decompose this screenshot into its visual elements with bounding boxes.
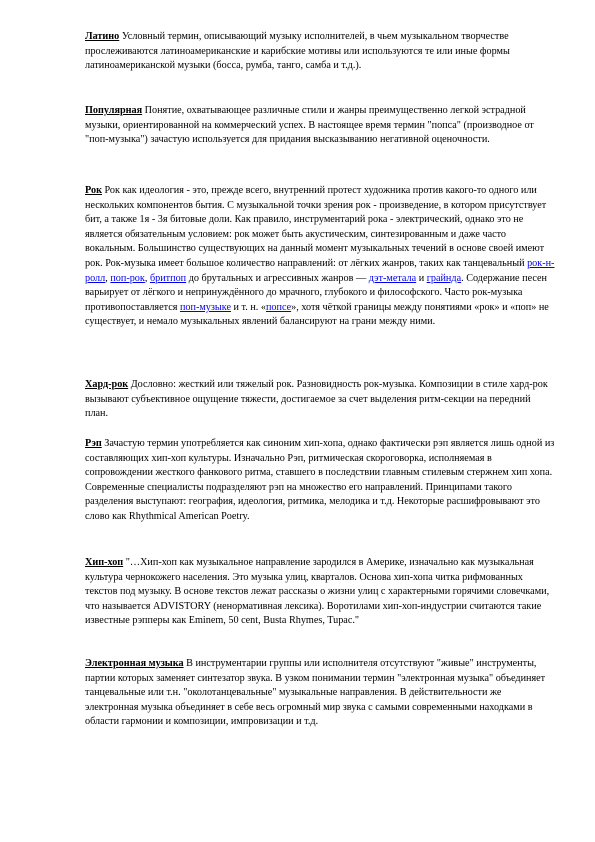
entry-electronic bbox=[85, 657, 555, 730]
definition-rock-part: . Содержание песен варьирует от лёгкого и непринуждённого до мрачного, глубокого и философского. Часто рок-музыка противопоставляется bbox=[85, 272, 547, 313]
definition-rock-part: , bbox=[144, 272, 150, 284]
link-pop-rock[interactable]: поп-рок bbox=[110, 272, 145, 284]
link-rock-n-roll[interactable]: рок-н-ролл bbox=[85, 257, 555, 284]
definition-electronic: В инструментарии группы или исполнителя отсутствуют "живые" инструменты, партии которых заменяет синтезатор звука. В узком понимании термин "электронная музыка" объединяет танцевальные или т.н. "околотанцевальные" музыкальные направления. В действительности же электронная музыка объединяет в себе весь огромный мир звука с самыми современными находками в области гармонии и композиции, импровизации и т.д. bbox=[85, 658, 546, 728]
term-rock: Рок bbox=[85, 185, 102, 196]
definition-rock-part: и т. н. « bbox=[231, 301, 266, 313]
entry-hip-hop bbox=[85, 556, 555, 629]
link-death-metal[interactable]: дэт-метала bbox=[368, 272, 417, 284]
link-britpop[interactable]: бритпоп bbox=[149, 272, 187, 284]
entry-rock bbox=[85, 184, 555, 330]
term-rap: Рэп bbox=[85, 438, 102, 449]
definition-rock-part: до брутальных и агрессивных жанров — bbox=[186, 272, 369, 284]
term-latino: Латино bbox=[85, 31, 120, 42]
definition-rock-part: и bbox=[416, 272, 427, 284]
definition-hip-hop: "…Хип-хоп как музыкальное направление зародился в Америке, изначально как музыкальная культура чернокожего населения. Это музыка улиц, кварталов. Основа хип-хопа читка рифмованных текстов под музыку. В основе текстов лежат рассказы о жизни улиц с характерными горячими словечками, что называется ADVISTORY (ненормативная лексика). Воротилами хип-хоп-индустрии считаются такие известные рэпперы как Eminem, 50 cent, Busta Rhymes, Tupac." bbox=[85, 557, 550, 627]
link-pop-music[interactable]: поп-музыке bbox=[179, 301, 231, 313]
definition-hard-rock: Дословно: жесткий или тяжелый рок. Разновидность рок-музыка. Композиции в стиле хард-рок вызывают субъективное ощущение тяжести, достигаемое за счет выделения ритм-секции на передний план. bbox=[85, 379, 548, 420]
definition-popular: Понятие, охватывающее различные стили и жанры преимущественно легкой эстрадной музыки, ориентированной на коммерческий успех. В настоящее время термин "попса" (производное от "поп-музыка") зачастую используется для придания высказыванию негативной оценочности. bbox=[85, 105, 534, 146]
link-popsa[interactable]: попсе bbox=[265, 301, 292, 313]
term-hip-hop: Хип-хоп bbox=[85, 557, 124, 568]
entry-popular bbox=[85, 104, 555, 148]
link-grind[interactable]: грайнда bbox=[426, 272, 462, 284]
definition-rock-part: , bbox=[105, 272, 111, 284]
entry-latino bbox=[85, 30, 555, 74]
definition-latino: Условный термин, описывающий музыку исполнителей, в чьем музыкальном творчестве прослеживаются латиноамериканские и карибские мотивы или используются те или иные формы латиноамериканской музыки (босса, румба, танго, самба и т.д.). bbox=[85, 31, 510, 72]
term-hard-rock: Хард-рок bbox=[85, 379, 129, 390]
term-electronic: Электронная музыка bbox=[85, 658, 184, 669]
entry-rap bbox=[85, 437, 555, 525]
term-popular: Популярная bbox=[85, 105, 143, 116]
definition-rap: Зачастую термин употребляется как синоним хип-хопа, однако фактически рэп является лишь одной из составляющих хип-хоп культуры. Изначально Рэп, ритмическая скороговорка, исполняемая в сопровождении жесткого фанкового ритма, ставшего в последствии главным стилевым стержнем хип хопа. Современные специалисты подразделяют рэп на множество его направлений. Принципами такого разделения выступают: география, идеология, ритмика, мелодика и т.д. Некоторые расшифровывают это слово как Rhythmical American Poetry. bbox=[85, 438, 555, 522]
definition-rock-part: », хотя чёткой границы между понятиями «рок» и «поп» не существует, и немало музыкальных явлений балансируют на грани между ними. bbox=[85, 301, 549, 328]
definition-rock-part: Рок как идеология - это, прежде всего, внутренний протест художника против какого-то одного или нескольких компонентов бытия. С музыкальной точки зрения рок - произведение, в котором присутствует бит, а также 1я - 3я битовые доли. Как правило, инструментарий рока - электрический, однако это не является обязательным условием: рок может быть акустическим, синтезированным и даже часто вокальным. Большинство существующих на данный момент музыкальных течений в основе своей имеют рок. Рок-музыка имеет большое количество направлений: от лёгких жанров, таких как танцевальный bbox=[85, 185, 547, 269]
entry-hard-rock bbox=[85, 378, 555, 422]
